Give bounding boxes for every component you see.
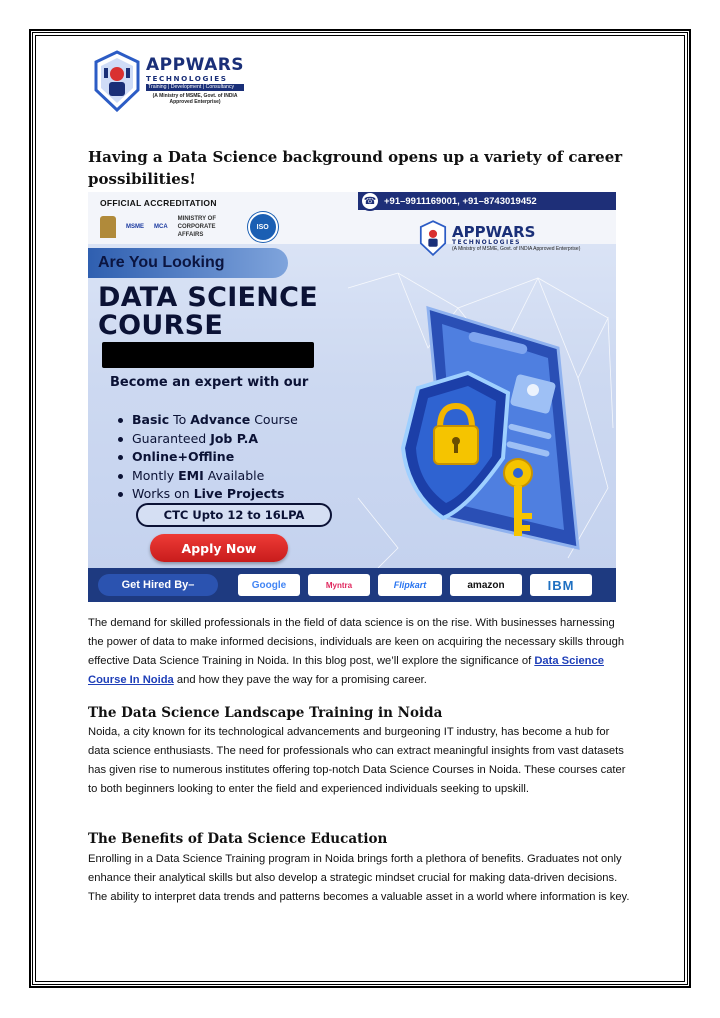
security-illustration	[338, 268, 616, 568]
banner-logo-brand: APPWARS	[452, 222, 536, 241]
course-banner	[88, 192, 616, 602]
section1-body: Noida, a city known for its technological advancements and burgeoning IT industry, has become a hub for data science enthusiasts. The need for professionals who can extract meaningful insights from vast datasets has given rise to numerous institutes offering top-notch Data Science Courses in Noida. These courses cater to both beginners looking to enter the field and experienced individuals seeking to upskill.	[88, 726, 626, 795]
accreditation-title: OFFICIAL ACCREDITATION	[100, 198, 217, 208]
logo-note-2: Approved Enterprise)	[169, 99, 221, 106]
feature-item: Guaranteed Job P.A	[118, 430, 298, 449]
banner-shield-icon	[418, 220, 448, 256]
become-expert-text: Become an expert with our	[110, 375, 309, 390]
get-hired-by-label: Get Hired By–	[98, 574, 218, 596]
feature-item: Basic To Advance Course	[118, 411, 298, 430]
section1-heading: The Data Science Landscape Training in Noida	[88, 705, 443, 721]
logo-brand: APPWARS	[146, 54, 245, 75]
accreditation-mca: MCA	[154, 224, 168, 230]
company-amazon: amazon	[450, 574, 522, 596]
feature-item: Works on Live Projects	[118, 485, 298, 504]
banner-title-line2: COURSE	[98, 310, 224, 341]
feature-item: Online+Offline	[118, 448, 298, 467]
section2-heading: The Benefits of Data Science Education	[88, 831, 388, 847]
redacted-bar	[102, 342, 314, 368]
accreditation-logos	[100, 212, 278, 242]
banner-title	[98, 284, 318, 340]
phone-numbers: +91–9911169001, +91–8743019452	[358, 192, 616, 210]
logo-subtitle: TECHNOLOGIES	[146, 73, 228, 83]
phone-icon: ☎	[360, 192, 380, 211]
banner-logo	[418, 220, 580, 256]
feature-item: Montly EMI Available	[118, 467, 298, 486]
course-link[interactable]: Data Science Course In Noida	[88, 655, 604, 686]
logo-note-1: (A Ministry of MSME, Govt. of INDIA	[152, 93, 238, 100]
banner-title-line1: DATA SCIENCE	[98, 282, 319, 313]
company-myntra: Myntra	[308, 574, 370, 596]
logo-tagline: Training | Development | Consultancy	[146, 84, 244, 91]
feature-list	[118, 411, 298, 504]
ctc-badge: CTC Upto 12 to 16LPA	[136, 503, 332, 527]
apply-now-button[interactable]: Apply Now	[150, 534, 288, 562]
banner-logo-sub: TECHNOLOGIES	[452, 238, 521, 246]
accreditation-ministry: MINISTRY OF CORPORATE AFFAIRS	[177, 216, 217, 238]
are-you-looking-label: Are You Looking	[88, 248, 288, 278]
accreditation-msme: MSME	[126, 224, 144, 230]
appwars-shield-icon	[92, 50, 142, 112]
intro-paragraph: The demand for skilled professionals in the field of data science is on the rise. With businesses harnessing the power of data to make informed decisions, individuals are keen on acquiring the necessary skills through effective Data Science Training in Noida. In this blog post, we’ll explore the significance of Data Science Course In Noida and how they pave the way for a promising career.	[88, 617, 625, 686]
company-logo	[92, 48, 252, 114]
banner-logo-note: (A Ministry of MSME, Govt. of INDIA Approved Enterprise)	[452, 245, 581, 252]
emblem-icon	[100, 216, 116, 238]
company-flipkart: Flipkart	[378, 574, 442, 596]
company-google: Google	[238, 574, 300, 596]
iso-badge: ISO	[248, 212, 278, 242]
main-heading: Having a Data Science background opens up a variety of career possibilities!	[88, 148, 623, 188]
company-ibm: IBM	[530, 574, 592, 596]
section2-body: Enrolling in a Data Science Training program in Noida brings forth a plethora of benefits. Graduates not only enhance their analytical skills but also develop a strategic mindset crucial for making data-driven decisions. The ability to interpret data trends and patterns becomes a valuable asset in a world where information is key.	[88, 853, 630, 903]
